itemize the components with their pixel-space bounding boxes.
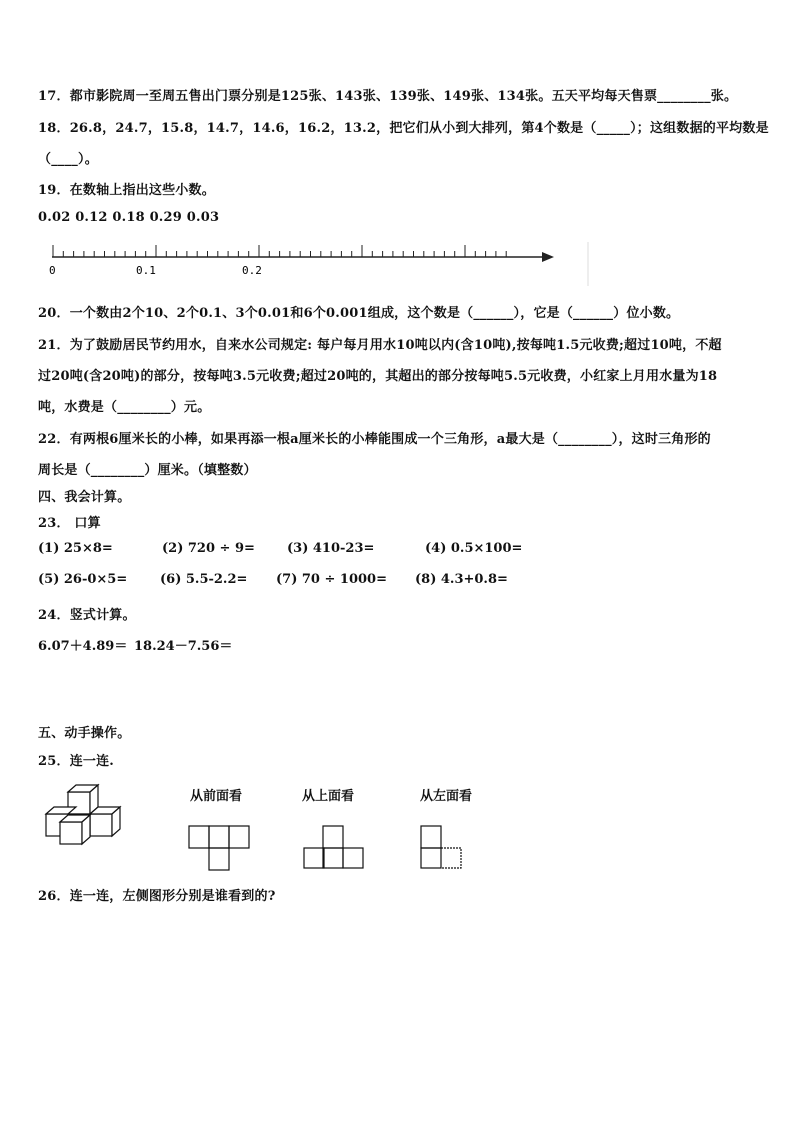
oral-3: (3) 410-23= [287,541,375,556]
question-19-numbers: 0.02 0.12 0.18 0.29 0.03 [38,210,220,225]
cube-stack-figure [42,782,142,854]
vertical-calc-1: 6.07＋4.89＝ [38,639,128,654]
question-21-line3: 吨，水费是（________）元。 [38,400,211,415]
view-shape-2 [303,825,373,875]
view-shape-3 [420,825,470,875]
question-21-line2: 过20吨(含20吨)的部分，按每吨3.5元收费;超过20吨的，其超出的部分按每吨5.5元收费，小红家上月用水量为18 [38,369,718,384]
oral-7: (7) 70 ÷ 1000= [276,572,387,587]
oral-1: (1) 25×8= [38,541,113,556]
question-17: 17．都市影院周一至周五售出门票分别是125张、143张、139张、149张、134张。五天平均每天售票________张。 [38,89,738,104]
question-23: 23． 口算 [38,516,101,531]
axis-label-0: 0 [49,264,56,277]
question-24: 24．竖式计算。 [38,608,136,623]
question-25: 25．连一连. [38,754,115,769]
question-21-line1: 21．为了鼓励居民节约用水，自来水公司规定: 每户每月用水10吨以内(含10吨),按每吨1.5元收费;超过10吨，不超 [38,338,722,353]
question-18-line1: 18．26.8，24.7，15.8，14.7，14.6，16.2，13.2，把它们从小到大排列，第4个数是（_____）；这组数据的平均数是 [38,121,769,136]
oral-8: (8) 4.3+0.8= [415,572,508,587]
oral-2: (2) 720 ÷ 9= [162,541,255,556]
arrow-head-icon [542,252,554,262]
question-18-line2: （____）。 [38,152,98,167]
number-line [30,240,630,290]
section-5-heading: 五、动手操作。 [38,726,131,741]
oral-4: (4) 0.5×100= [425,541,523,556]
axis-label-0.1: 0.1 [136,264,156,277]
vertical-calc-2: 18.24－7.56＝ [134,639,233,654]
axis-label-0.2: 0.2 [242,264,262,277]
oral-5: (5) 26-0×5= [38,572,128,587]
oral-6: (6) 5.5-2.2= [160,572,248,587]
view-label-left: 从左面看 [420,789,473,804]
view-shape-1 [188,825,258,875]
question-20: 20．一个数由2个10、2个0.1、3个0.01和6个0.001组成，这个数是（______），它是（______）位小数。 [38,306,680,321]
section-4-heading: 四、我会计算。 [38,490,131,505]
question-22-line2: 周长是（________）厘米。（填整数） [38,463,257,478]
view-label-top: 从上面看 [302,789,355,804]
question-22-line1: 22．有两根6厘米长的小棒，如果再添一根a厘米长的小棒能围成一个三角形，a最大是（________），这时三角形的 [38,432,711,447]
question-19: 19．在数轴上指出这些小数。 [38,183,215,198]
question-26: 26．连一连，左侧图形分别是谁看到的? [38,889,276,904]
view-label-front: 从前面看 [190,789,243,804]
